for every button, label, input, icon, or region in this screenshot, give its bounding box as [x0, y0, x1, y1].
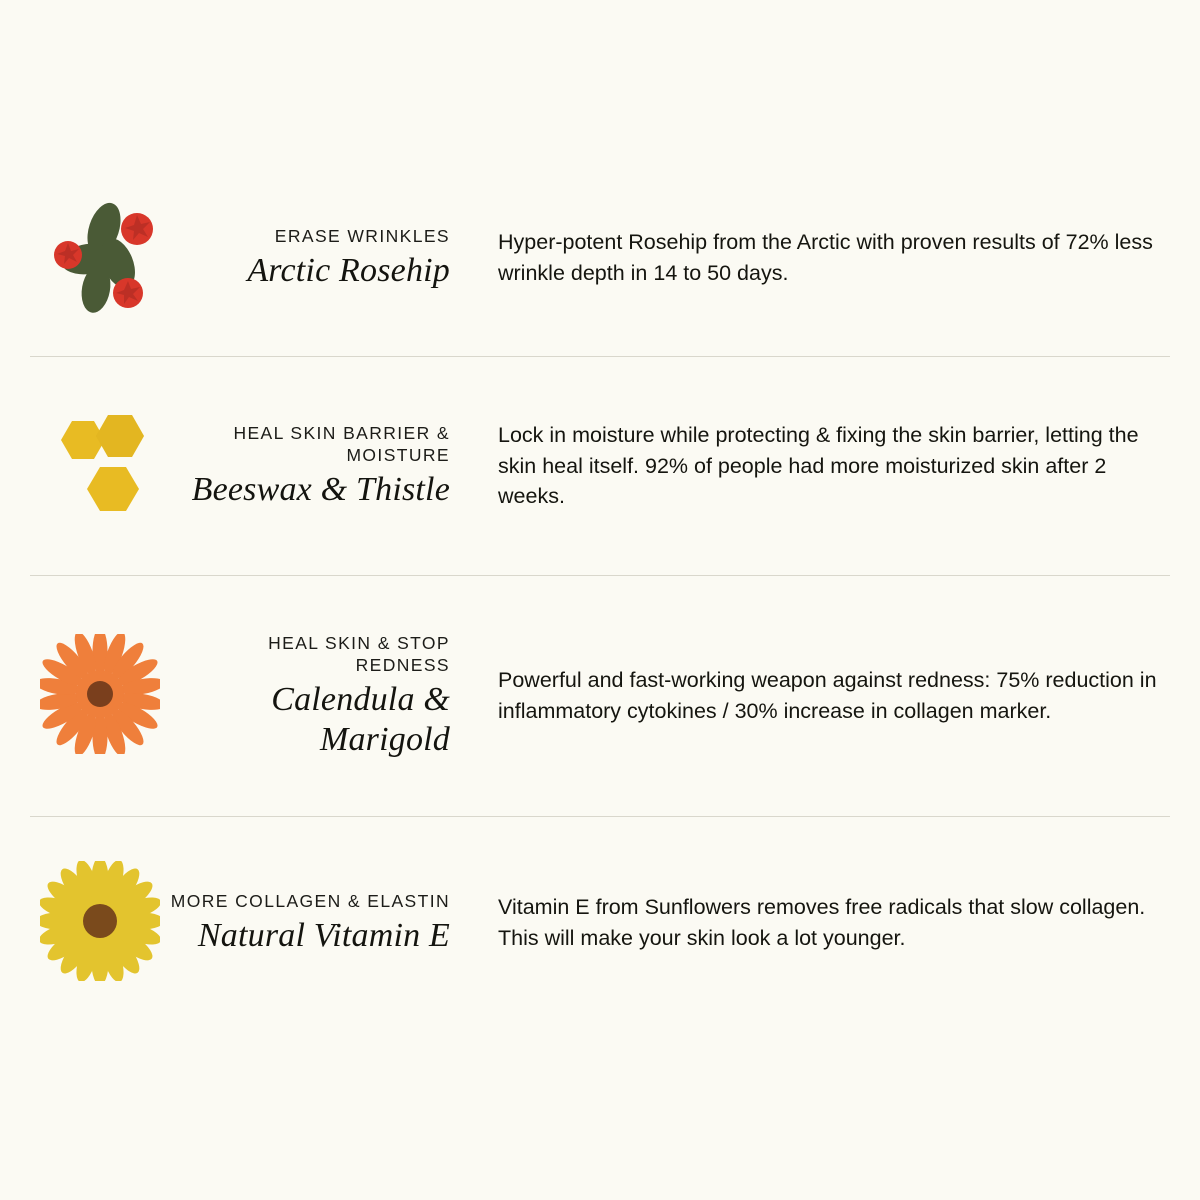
sunflower-icon [40, 861, 160, 986]
description-cell [460, 892, 1170, 954]
ingredient-row-beeswax-thistle [0, 357, 1200, 575]
ingredient-description: Vitamin E from Sunflowers removes free radicals that slow collagen. This will make your skin look a lot younger. [498, 895, 1146, 950]
description-cell [460, 420, 1170, 513]
title-cell [170, 632, 460, 761]
ingredient-name: Arctic Rosehip [247, 252, 450, 290]
ingredient-row-arctic-rosehip [0, 160, 1200, 356]
title-cell [170, 225, 460, 292]
benefit-eyebrow: HEAL SKIN BARRIER & MOISTURE [233, 422, 450, 465]
rosehip-berries-icon [44, 193, 156, 324]
calendula-flower-icon [40, 634, 160, 759]
benefit-eyebrow: HEAL SKIN & STOP REDNESS [268, 632, 450, 675]
ingredient-rows [0, 160, 1200, 1029]
title-cell [170, 890, 460, 957]
icon-cell [30, 861, 170, 986]
icon-cell [30, 411, 170, 522]
ingredient-name: Beeswax & Thistle [191, 471, 450, 509]
ingredient-name: Calendula & Marigold [271, 681, 450, 759]
ingredient-description: Powerful and fast-working weapon against redness: 75% reduction in inflammatory cytokines / 30% increase in collagen marker. [498, 668, 1157, 723]
benefit-eyebrow: ERASE WRINKLES [274, 225, 450, 246]
ingredient-name: Natural Vitamin E [197, 917, 450, 955]
description-cell [460, 665, 1170, 727]
ingredient-description: Lock in moisture while protecting & fixing the skin barrier, letting the skin heal itself. 92% of people had more moisturized skin after 2 weeks. [498, 422, 1139, 509]
honeycomb-icon [42, 411, 158, 522]
icon-cell [30, 193, 170, 324]
icon-cell [30, 634, 170, 759]
title-cell [170, 422, 460, 511]
ingredient-description: Hyper-potent Rosehip from the Arctic with proven results of 72% less wrinkle depth in 14 to 50 days. [498, 230, 1153, 285]
ingredient-row-natural-vitamin-e [0, 817, 1200, 1029]
benefit-eyebrow: MORE COLLAGEN & ELASTIN [170, 890, 450, 911]
description-cell [460, 227, 1170, 289]
ingredient-row-calendula-marigold [0, 576, 1200, 816]
